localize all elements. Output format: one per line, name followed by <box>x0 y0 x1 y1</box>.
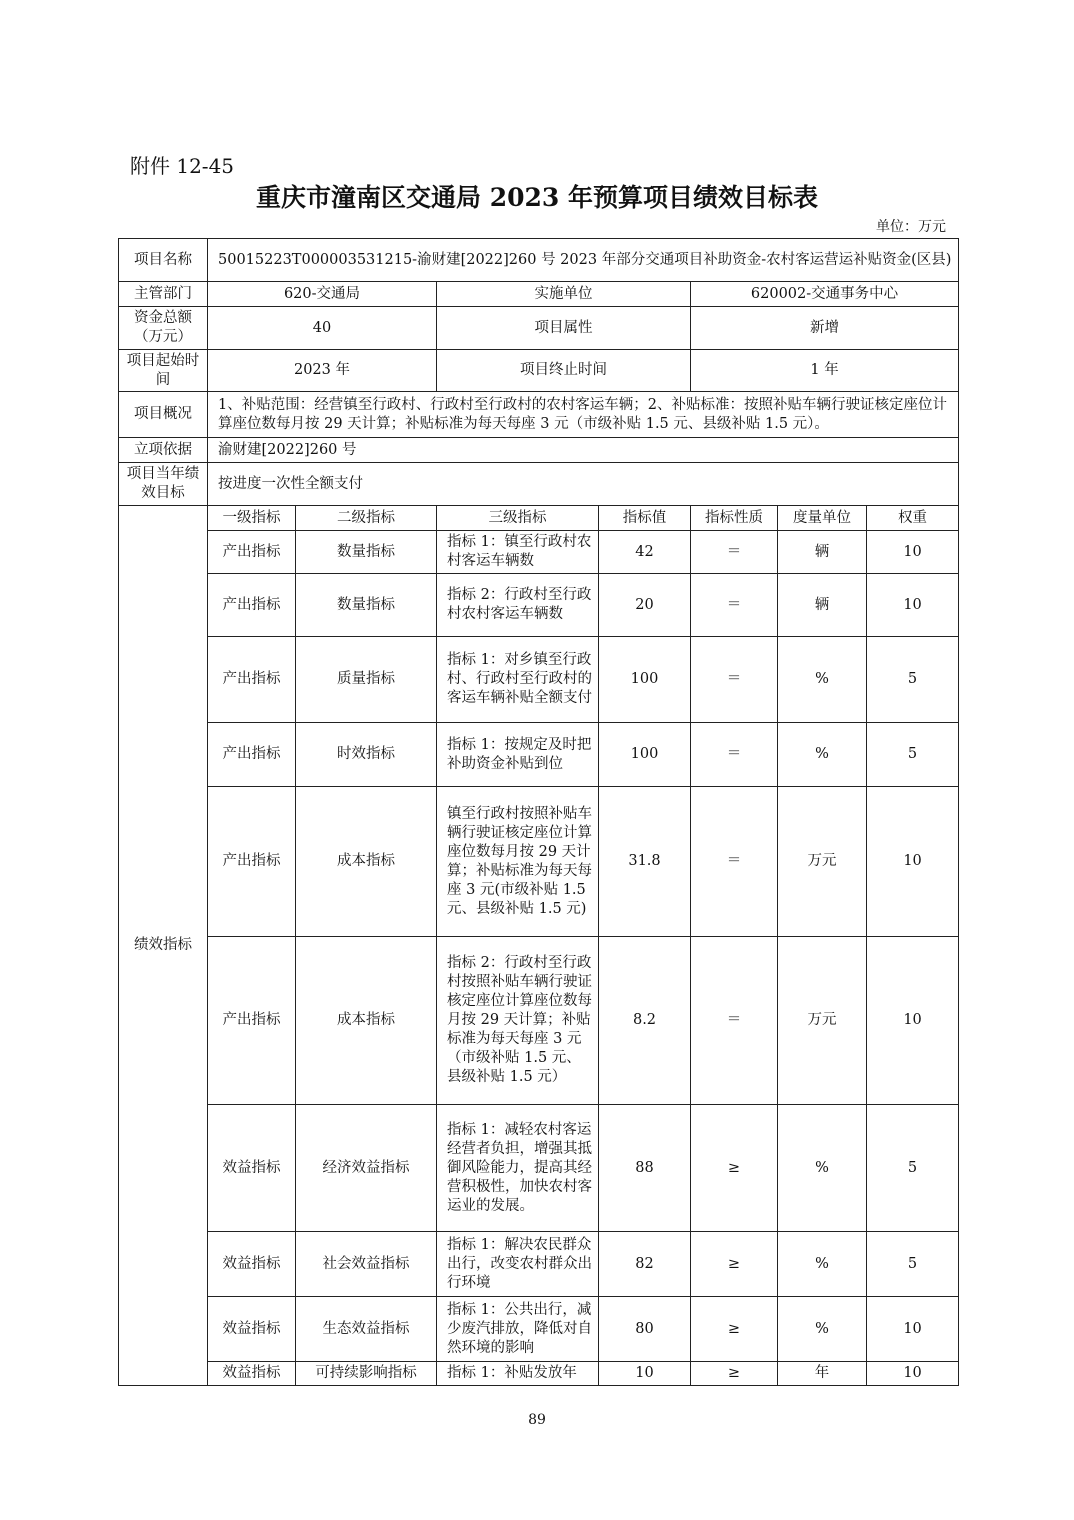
metric-value: 10 <box>599 1362 691 1386</box>
metric-nature: ≥ <box>691 1362 778 1386</box>
metric-unit: 辆 <box>778 531 867 574</box>
metric-value: 100 <box>599 637 691 723</box>
metric-indicator: 指标 1：解决农民群众出行，改变农村群众出行环境 <box>437 1232 599 1297</box>
metric-nature: ≥ <box>691 1105 778 1232</box>
metric-level2: 经济效益指标 <box>296 1105 437 1232</box>
column-header: 度量单位 <box>778 506 867 531</box>
metric-unit: 万元 <box>778 787 867 937</box>
metric-level1: 产出指标 <box>208 531 296 574</box>
metric-nature: ＝ <box>691 531 778 574</box>
metric-value: 20 <box>599 574 691 637</box>
metric-indicator: 指标 1：对乡镇至行政村、行政村至行政村的客运车辆补贴全额支付 <box>437 637 599 723</box>
fund-value: 40 <box>208 307 437 350</box>
metric-level2: 时效指标 <box>296 723 437 787</box>
metric-value: 82 <box>599 1232 691 1297</box>
label: 立项依据 <box>119 438 208 463</box>
metric-level2: 可持续影响指标 <box>296 1362 437 1386</box>
metric-level2: 数量指标 <box>296 574 437 637</box>
metric-level2: 成本指标 <box>296 787 437 937</box>
metric-indicator: 指标 1：减轻农村客运经营者负担，增强其抵御风险能力，提高其经营积极性，加快农村客运业的发展。 <box>437 1105 599 1232</box>
attr-value: 新增 <box>691 307 959 350</box>
goal-value: 按进度一次性全额支付 <box>208 463 959 506</box>
impl-value: 620002-交通事务中心 <box>691 282 959 307</box>
metric-weight: 10 <box>867 937 959 1105</box>
metric-row <box>119 531 959 574</box>
metric-indicator: 指标 1：镇至行政村农村客运车辆数 <box>437 531 599 574</box>
metric-unit: % <box>778 1297 867 1362</box>
metric-indicator: 指标 1：补贴发放年 <box>437 1362 599 1386</box>
metric-row <box>119 937 959 1105</box>
label: 项目属性 <box>437 307 691 350</box>
metric-level2: 社会效益指标 <box>296 1232 437 1297</box>
metric-level1: 效益指标 <box>208 1105 296 1232</box>
column-header: 权重 <box>867 506 959 531</box>
column-header: 指标值 <box>599 506 691 531</box>
metrics-label: 绩效指标 <box>119 506 208 1386</box>
dept-value: 620-交通局 <box>208 282 437 307</box>
label: 实施单位 <box>437 282 691 307</box>
label: 项目起始时间 <box>119 350 208 392</box>
end-value: 1 年 <box>691 350 959 392</box>
metric-weight: 5 <box>867 1232 959 1297</box>
label: 项目名称 <box>119 239 208 282</box>
performance-table <box>118 238 959 1386</box>
metric-nature: ＝ <box>691 787 778 937</box>
label: 主管部门 <box>119 282 208 307</box>
metric-level1: 效益指标 <box>208 1297 296 1362</box>
column-header: 二级指标 <box>296 506 437 531</box>
metric-level2: 质量指标 <box>296 637 437 723</box>
metric-level1: 产出指标 <box>208 723 296 787</box>
metric-row <box>119 1297 959 1362</box>
row-fund <box>119 307 959 350</box>
metric-unit: 万元 <box>778 937 867 1105</box>
metric-level2: 数量指标 <box>296 531 437 574</box>
label: 项目当年绩效目标 <box>119 463 208 506</box>
metric-indicator: 指标 2：行政村至行政村农村客运车辆数 <box>437 574 599 637</box>
metric-header-row <box>119 506 959 531</box>
metric-row <box>119 787 959 937</box>
metric-indicator: 镇至行政村按照补贴车辆行驶证核定座位计算座位数每月按 29 天计算；补贴标准为每天每座 3 元(市级补贴 1.5 元、县级补贴 1.5 元) <box>437 787 599 937</box>
metric-unit: % <box>778 1232 867 1297</box>
metric-level1: 效益指标 <box>208 1232 296 1297</box>
metric-weight: 10 <box>867 574 959 637</box>
column-header: 指标性质 <box>691 506 778 531</box>
row-dept <box>119 282 959 307</box>
metric-row <box>119 1362 959 1386</box>
attachment-label: 附件 12-45 <box>130 154 235 178</box>
column-header: 一级指标 <box>208 506 296 531</box>
metric-unit: % <box>778 1105 867 1232</box>
row-time <box>119 350 959 392</box>
metric-weight: 10 <box>867 1362 959 1386</box>
metric-value: 100 <box>599 723 691 787</box>
column-header: 三级指标 <box>437 506 599 531</box>
metric-nature: ≥ <box>691 1297 778 1362</box>
basis-value: 渝财建[2022]260 号 <box>208 438 959 463</box>
metric-level1: 产出指标 <box>208 937 296 1105</box>
metric-value: 8.2 <box>599 937 691 1105</box>
label: 资金总额（万元） <box>119 307 208 350</box>
page-title: 重庆市潼南区交通局 2023 年预算项目绩效目标表 <box>256 183 818 212</box>
start-value: 2023 年 <box>208 350 437 392</box>
overview-value: 1、补贴范围：经营镇至行政村、行政村至行政村的农村客运车辆；2、补贴标准：按照补贴车辆行驶证核定座位计算座位数每月按 29 天计算；补贴标准为每天每座 3 元（市级补贴 1.5 元、县级补贴 1.5 元）。 <box>208 392 959 438</box>
metric-level1: 产出指标 <box>208 787 296 937</box>
metric-unit: % <box>778 723 867 787</box>
page-number: 89 <box>528 1412 546 1428</box>
row-basis <box>119 438 959 463</box>
metric-indicator: 指标 2：行政村至行政村按照补贴车辆行驶证核定座位计算座位数每月按 29 天计算；补贴标准为每天每座 3 元（市级补贴 1.5 元、县级补贴 1.5 元） <box>437 937 599 1105</box>
metric-level1: 效益指标 <box>208 1362 296 1386</box>
metric-row <box>119 723 959 787</box>
row-project-name <box>119 239 959 282</box>
metric-unit: % <box>778 637 867 723</box>
metric-weight: 5 <box>867 1105 959 1232</box>
metric-value: 31.8 <box>599 787 691 937</box>
metric-nature: ≥ <box>691 1232 778 1297</box>
unit-label: 单位：万元 <box>876 219 946 235</box>
metric-level2: 成本指标 <box>296 937 437 1105</box>
metric-weight: 10 <box>867 1297 959 1362</box>
metric-nature: ＝ <box>691 723 778 787</box>
row-goal <box>119 463 959 506</box>
metric-row <box>119 1105 959 1232</box>
metric-nature: ＝ <box>691 937 778 1105</box>
metric-nature: ＝ <box>691 637 778 723</box>
metric-value: 88 <box>599 1105 691 1232</box>
metric-value: 80 <box>599 1297 691 1362</box>
metric-row <box>119 574 959 637</box>
label: 项目终止时间 <box>437 350 691 392</box>
metric-weight: 5 <box>867 637 959 723</box>
metric-weight: 10 <box>867 531 959 574</box>
metric-row <box>119 1232 959 1297</box>
metric-indicator: 指标 1：公共出行，减少废汽排放，降低对自然环境的影响 <box>437 1297 599 1362</box>
metric-level1: 产出指标 <box>208 574 296 637</box>
label: 项目概况 <box>119 392 208 438</box>
metric-nature: ＝ <box>691 574 778 637</box>
row-overview <box>119 392 959 438</box>
metric-weight: 5 <box>867 723 959 787</box>
metric-value: 42 <box>599 531 691 574</box>
project-name: 50015223T000003531215-渝财建[2022]260 号 2023 年部分交通项目补助资金-农村客运营运补贴资金(区县) <box>208 239 959 282</box>
metric-level2: 生态效益指标 <box>296 1297 437 1362</box>
metric-unit: 辆 <box>778 574 867 637</box>
metric-unit: 年 <box>778 1362 867 1386</box>
metric-weight: 10 <box>867 787 959 937</box>
metric-indicator: 指标 1：按规定及时把补助资金补贴到位 <box>437 723 599 787</box>
metric-level1: 产出指标 <box>208 637 296 723</box>
metric-row <box>119 637 959 723</box>
